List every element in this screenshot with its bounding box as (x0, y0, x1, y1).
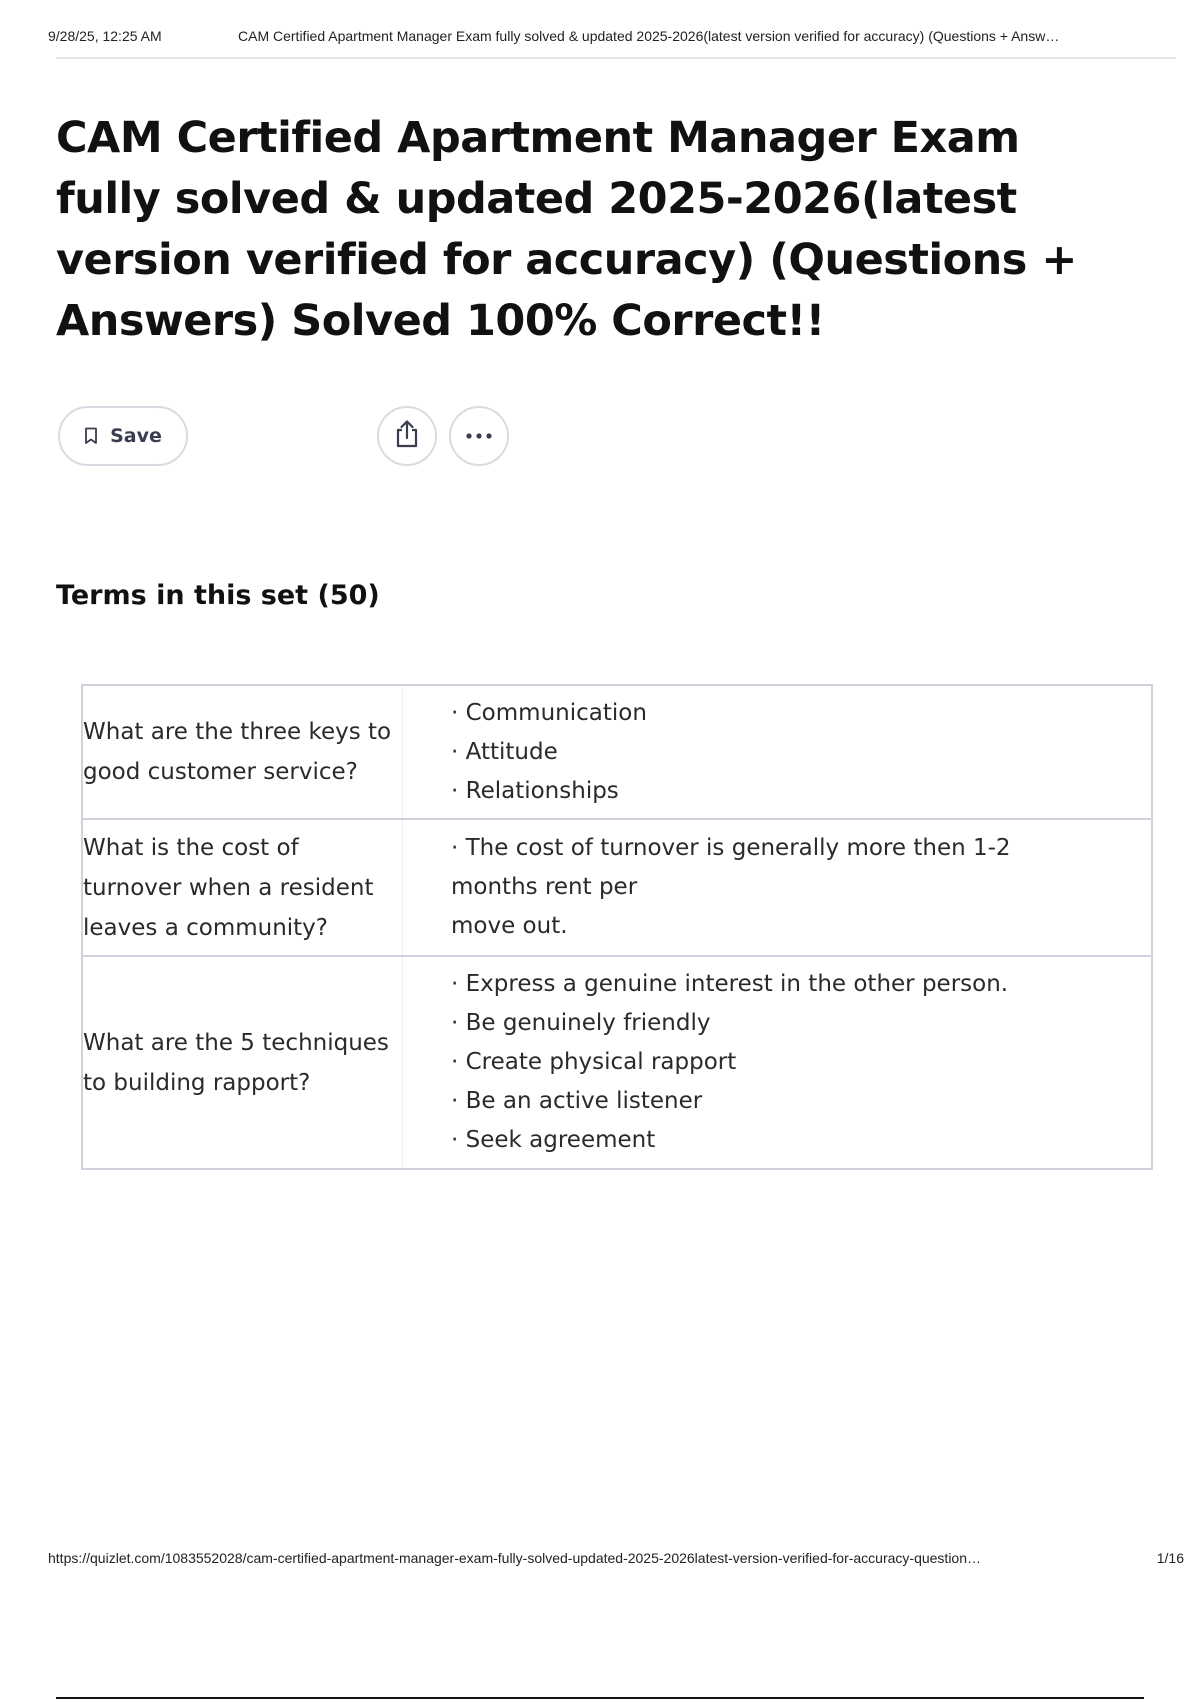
share-button[interactable] (377, 406, 437, 466)
term-row[interactable] (81, 684, 1153, 820)
print-url: https://quizlet.com/1083552028/cam-certified-apartment-manager-exam-fully-solved-updated-2025-2026latest-version-verified-for-accuracy-question… (48, 1550, 982, 1566)
print-doc-title: CAM Certified Apartment Manager Exam fully solved & updated 2025-2026(latest version verified for accuracy) (Questions + Answ… (238, 28, 1060, 44)
term-row[interactable] (81, 956, 1153, 1170)
answer-line: move out. (451, 913, 568, 939)
save-button[interactable] (58, 406, 188, 466)
bookmark-icon (84, 427, 98, 445)
answer-line: · Relationships (451, 777, 619, 804)
save-label: Save (110, 425, 162, 447)
answer-line: · Create physical rapport (451, 1049, 737, 1075)
page-title: CAM Certified Apartment Manager Exam fully solved & updated 2025-2026(latest version verified for accuracy) (Questions + Answers) Solved 100% Correct!! (56, 113, 1077, 346)
term-question (83, 957, 403, 1168)
term-answer (403, 957, 1151, 1168)
answer-line: · Attitude (451, 738, 558, 765)
term-question-text: What are the 5 techniques to building rapport? (83, 1029, 389, 1096)
share-icon (394, 419, 420, 454)
answer-line: · Express a genuine interest in the other person. (451, 971, 1009, 997)
answer-line: · Be an active listener (451, 1088, 703, 1114)
answer-line: months rent per (451, 874, 638, 900)
header-divider (56, 57, 1176, 59)
term-row[interactable] (81, 819, 1153, 957)
term-question-text: What is the cost of turnover when a resident leaves a community? (83, 834, 374, 941)
term-question-text: What are the three keys to good customer service? (83, 719, 392, 785)
term-question (83, 686, 403, 818)
print-datetime: 9/28/25, 12:25 AM (48, 28, 162, 44)
page-number: 1/16 (1156, 1550, 1184, 1566)
answer-line: · Seek agreement (451, 1127, 656, 1153)
term-answer (403, 820, 1151, 955)
answer-line: · Be genuinely friendly (451, 1010, 711, 1036)
terms-table (81, 684, 1153, 1170)
answer-line: · The cost of turnover is generally more then 1-2 (451, 835, 1011, 861)
more-horizontal-icon (465, 427, 493, 445)
term-answer (403, 686, 1151, 818)
terms-heading: Terms in this set (50) (56, 580, 380, 611)
more-options-button[interactable] (449, 406, 509, 466)
answer-line: · Communication (451, 699, 647, 726)
bottom-divider (56, 1697, 1144, 1699)
term-question (83, 820, 403, 955)
